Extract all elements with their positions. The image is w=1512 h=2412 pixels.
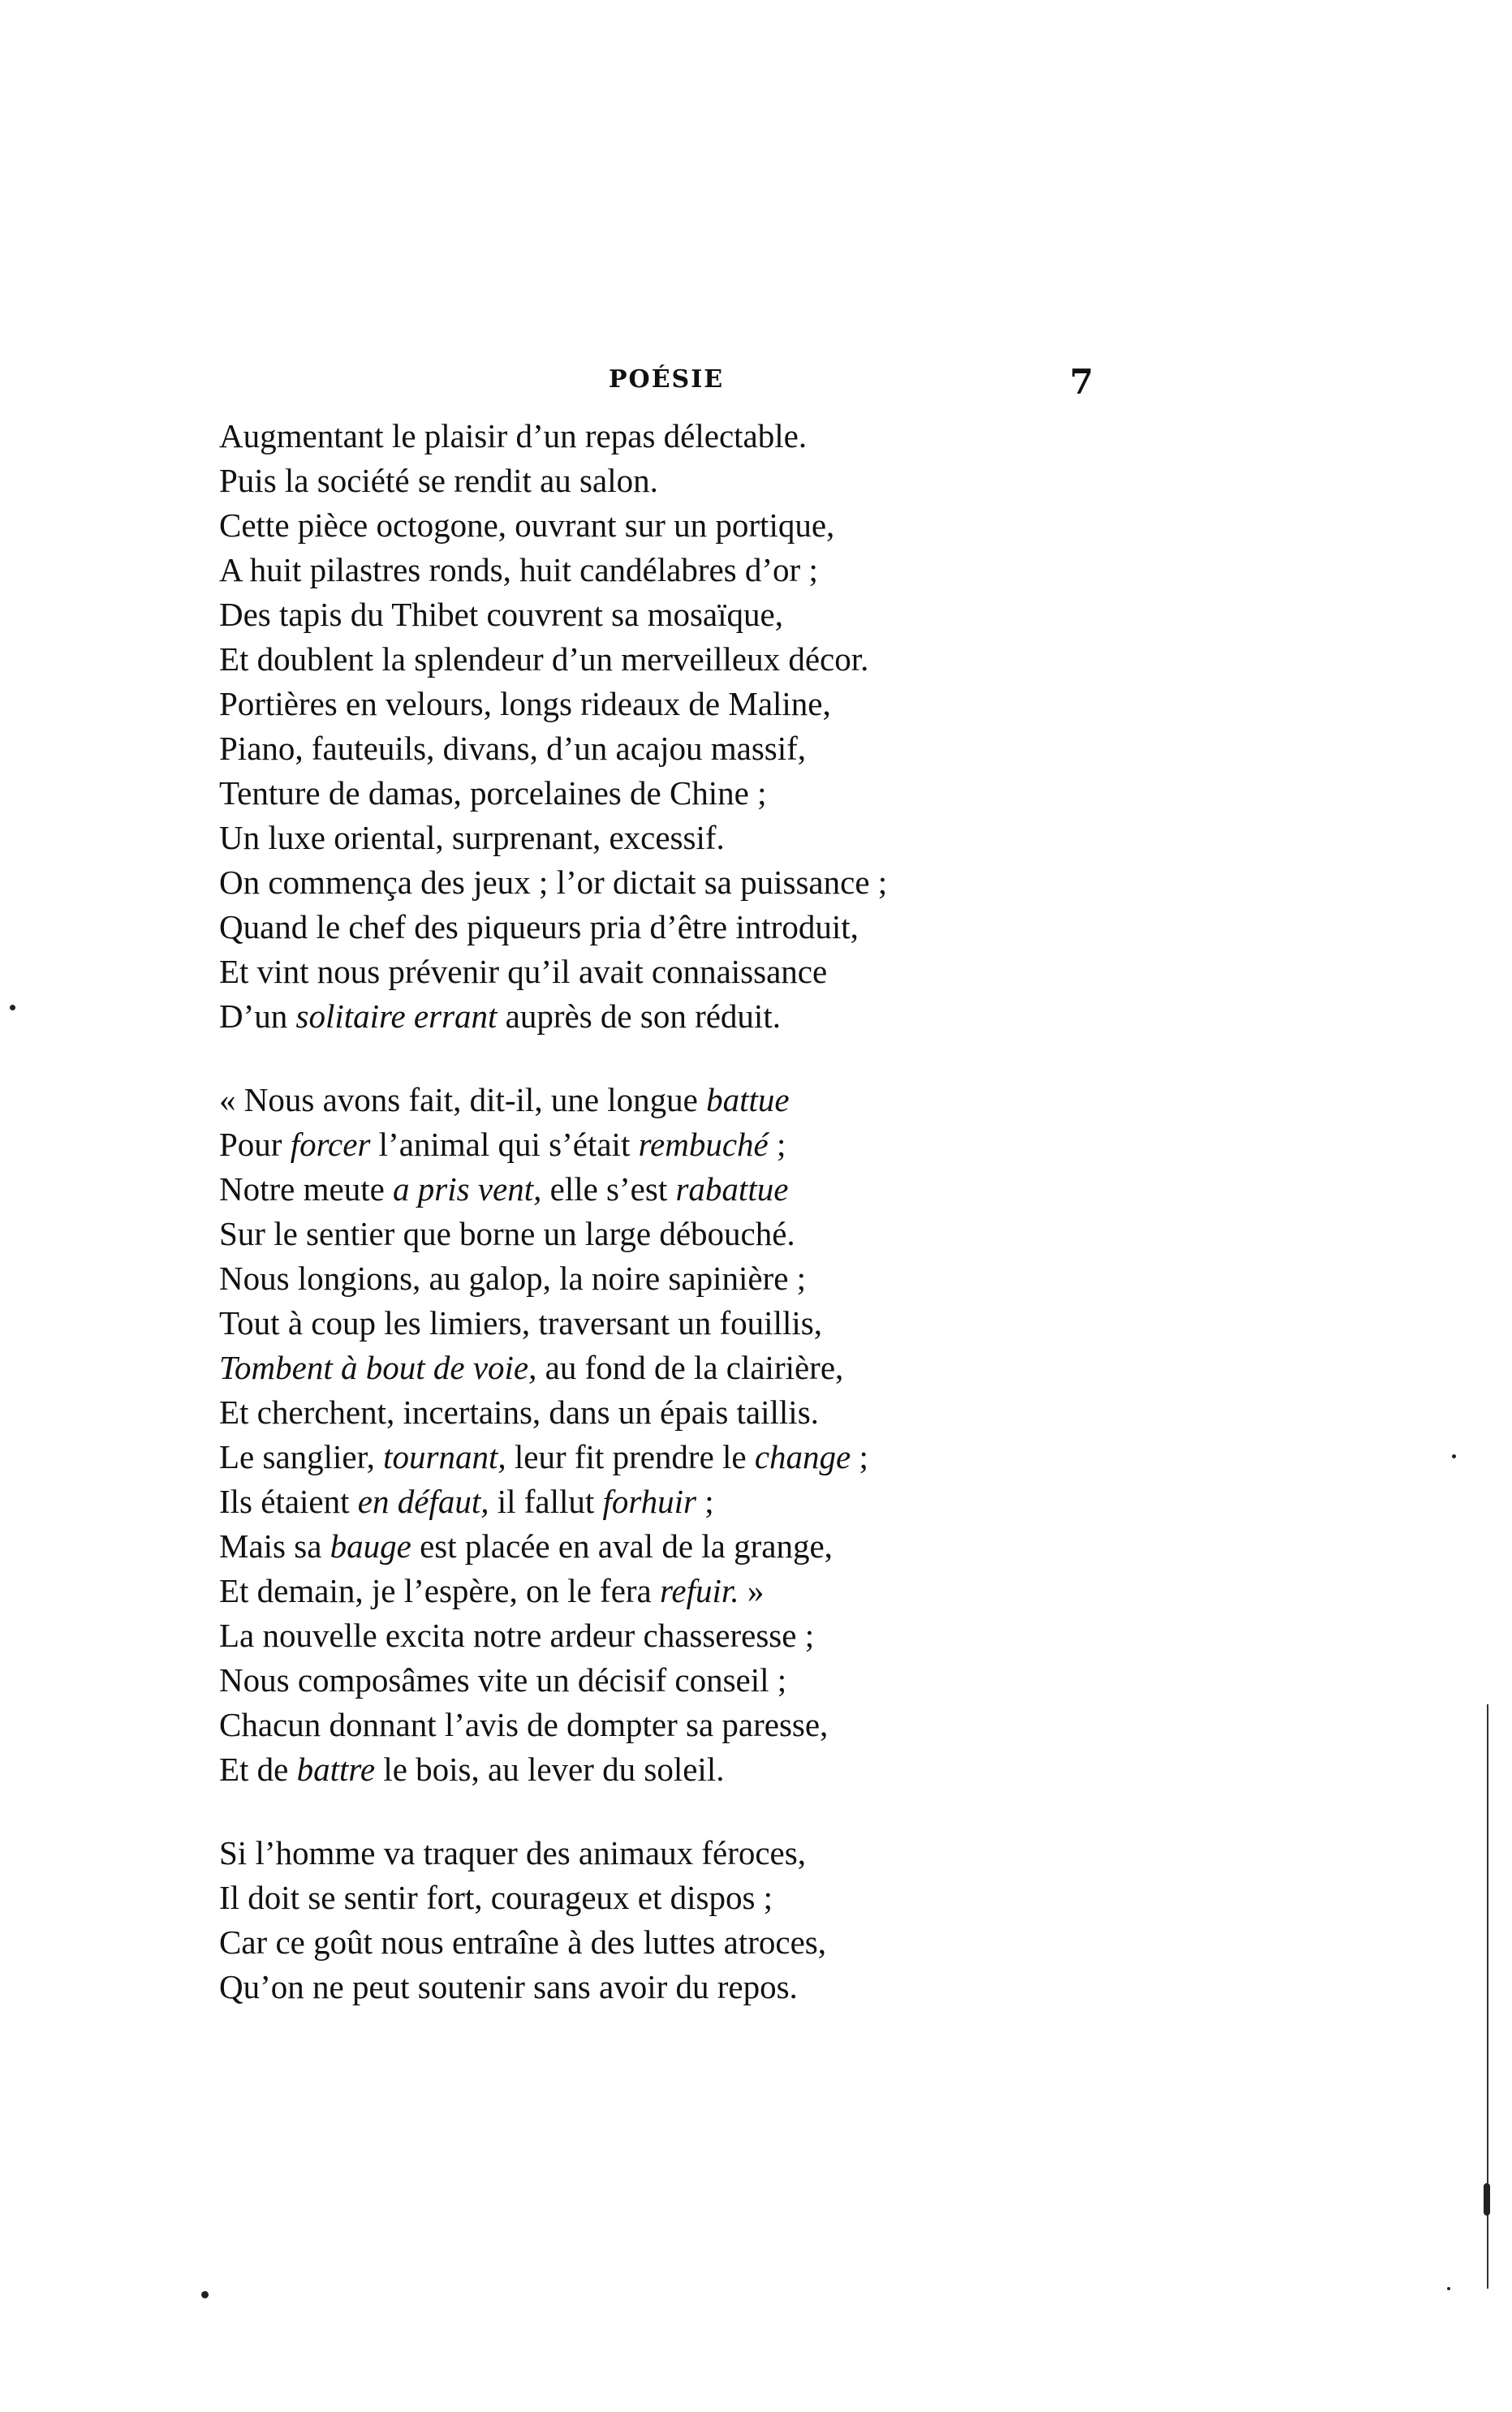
- verse-text: l’animal qui s’était: [370, 1126, 639, 1163]
- verse-line: [219, 1569, 1404, 1613]
- verse-text: Qu’on ne peut soutenir sans avoir du repos.: [219, 1968, 798, 2005]
- verse-text: »: [739, 1572, 765, 1609]
- verse-line: [219, 1703, 1404, 1747]
- verse-italic-text: a pris vent,: [393, 1170, 542, 1208]
- verse-text: ;: [851, 1438, 868, 1475]
- verse-line: [219, 950, 1404, 994]
- verse-text: Quand le chef des piqueurs pria d’être introduit,: [219, 908, 859, 945]
- stanza: [219, 414, 1404, 1039]
- verse-text: Le sanglier,: [219, 1438, 384, 1475]
- verse-line: [219, 637, 1404, 682]
- stanza: [219, 1078, 1404, 1792]
- verse-line: [219, 682, 1404, 726]
- running-head: [0, 362, 1512, 414]
- verse-text: Et de: [219, 1751, 297, 1788]
- verse-line: [219, 1435, 1404, 1480]
- verse-text: Nous longions, au galop, la noire sapinière ;: [219, 1260, 807, 1297]
- verse-italic-text: battre: [296, 1751, 376, 1788]
- verse-italic-text: refuir.: [660, 1572, 739, 1609]
- verse-line: [219, 592, 1404, 637]
- verse-italic-text: tournant,: [383, 1438, 506, 1475]
- verse-text: Puis la société se rendit au salon.: [219, 462, 658, 499]
- scan-speck: [201, 2291, 209, 2298]
- verse-italic-text: forcer: [290, 1126, 371, 1163]
- verse-text: elle s’est: [541, 1170, 676, 1208]
- verse-text: le bois, au lever du soleil.: [375, 1751, 725, 1788]
- verse-text: Piano, fauteuils, divans, d’un acajou massif,: [219, 730, 807, 767]
- verse-text: Tout à coup les limiers, traversant un fouillis,: [219, 1304, 822, 1342]
- verse-text: Et vint nous prévenir qu’il avait connaissance: [219, 953, 828, 990]
- poem-body: [219, 414, 1404, 2048]
- verse-italic-text: en défaut,: [357, 1483, 489, 1520]
- verse-line: [219, 459, 1404, 503]
- verse-text: il fallut: [489, 1483, 603, 1520]
- stanza: [219, 1831, 1404, 2009]
- verse-text: Et doublent la splendeur d’un merveilleux décor.: [219, 640, 869, 678]
- verse-text: Pour: [219, 1126, 291, 1163]
- verse-text: On commença des jeux ; l’or dictait sa puissance ;: [219, 864, 888, 901]
- scan-speck: [1452, 1454, 1456, 1458]
- verse-line: [219, 1658, 1404, 1703]
- verse-text: Des tapis du Thibet couvrent sa mosaïque,: [219, 596, 783, 633]
- verse-line: [219, 1747, 1404, 1792]
- verse-text: Mais sa: [219, 1527, 330, 1565]
- verse-text: au fond de la clairière,: [536, 1349, 844, 1386]
- verse-text: Sur le sentier que borne un large débouché.: [219, 1215, 795, 1252]
- verse-text: Il doit se sentir fort, courageux et dispos ;: [219, 1879, 773, 1916]
- verse-line: [219, 1256, 1404, 1301]
- verse-line: [219, 726, 1404, 771]
- verse-text: D’un: [219, 997, 296, 1035]
- verse-line: [219, 994, 1404, 1039]
- verse-line: [219, 1390, 1404, 1435]
- verse-text: Tenture de damas, porcelaines de Chine ;: [219, 774, 767, 812]
- verse-line: [219, 503, 1404, 548]
- verse-line: [219, 1301, 1404, 1346]
- verse-text: A huit pilastres ronds, huit candélabres d’or ;: [219, 551, 818, 588]
- verse-italic-text: forhuir: [602, 1483, 696, 1520]
- scan-speck: [1447, 2287, 1450, 2290]
- verse-line: [219, 1613, 1404, 1658]
- scan-speck: [1484, 2183, 1490, 2216]
- verse-text: Si l’homme va traquer des animaux féroces,: [219, 1834, 806, 1871]
- verse-line: [219, 905, 1404, 950]
- verse-line: [219, 1078, 1404, 1122]
- verse-line: [219, 1167, 1404, 1212]
- verse-text: Cette pièce octogone, ouvrant sur un portique,: [219, 506, 835, 544]
- verse-italic-text: change: [754, 1438, 851, 1475]
- scan-speck: [10, 1005, 15, 1010]
- verse-text: est placée en aval de la grange,: [411, 1527, 833, 1565]
- verse-text: auprès de son réduit.: [497, 997, 781, 1035]
- verse-line: [219, 816, 1404, 860]
- verse-text: Ils étaient: [219, 1483, 358, 1520]
- verse-line: [219, 1480, 1404, 1524]
- verse-text: Car ce goût nous entraîne à des luttes atroces,: [219, 1923, 826, 1961]
- verse-text: La nouvelle excita notre ardeur chasseresse ;: [219, 1617, 815, 1654]
- verse-text: ;: [768, 1126, 786, 1163]
- verse-line: [219, 1524, 1404, 1569]
- verse-line: [219, 1831, 1404, 1876]
- verse-text: Portières en velours, longs rideaux de Maline,: [219, 685, 831, 722]
- verse-text: Nous composâmes vite un décisif conseil ;: [219, 1661, 787, 1699]
- verse-text: leur fit prendre le: [506, 1438, 755, 1475]
- verse-line: [219, 548, 1404, 592]
- verse-italic-text: battue: [706, 1081, 790, 1118]
- verse-line: [219, 1346, 1404, 1390]
- verse-italic-text: Tombent à bout de voie,: [219, 1349, 537, 1386]
- page-number: 7: [1070, 362, 1094, 402]
- verse-line: [219, 1122, 1404, 1167]
- running-title: POÉSIE: [609, 365, 725, 394]
- verse-italic-text: rembuché: [638, 1126, 769, 1163]
- verse-text: Chacun donnant l’avis de dompter sa paresse,: [219, 1706, 829, 1743]
- verse-text: Un luxe oriental, surprenant, excessif.: [219, 819, 725, 856]
- verse-line: [219, 860, 1404, 905]
- verse-line: [219, 414, 1404, 459]
- verse-text: « Nous avons fait, dit-il, une longue: [219, 1081, 707, 1118]
- verse-line: [219, 1920, 1404, 1965]
- verse-text: Augmentant le plaisir d’un repas délectable.: [219, 417, 808, 454]
- verse-line: [219, 1876, 1404, 1920]
- verse-text: Et cherchent, incertains, dans un épais taillis.: [219, 1393, 819, 1431]
- verse-italic-text: bauge: [330, 1527, 411, 1565]
- verse-text: Et demain, je l’espère, on le fera: [219, 1572, 660, 1609]
- verse-italic-text: solitaire errant: [295, 997, 498, 1035]
- verse-text: Notre meute: [219, 1170, 394, 1208]
- verse-text: ;: [696, 1483, 714, 1520]
- verse-line: [219, 1212, 1404, 1256]
- verse-line: [219, 1965, 1404, 2009]
- verse-line: [219, 771, 1404, 816]
- verse-italic-text: rabattue: [675, 1170, 789, 1208]
